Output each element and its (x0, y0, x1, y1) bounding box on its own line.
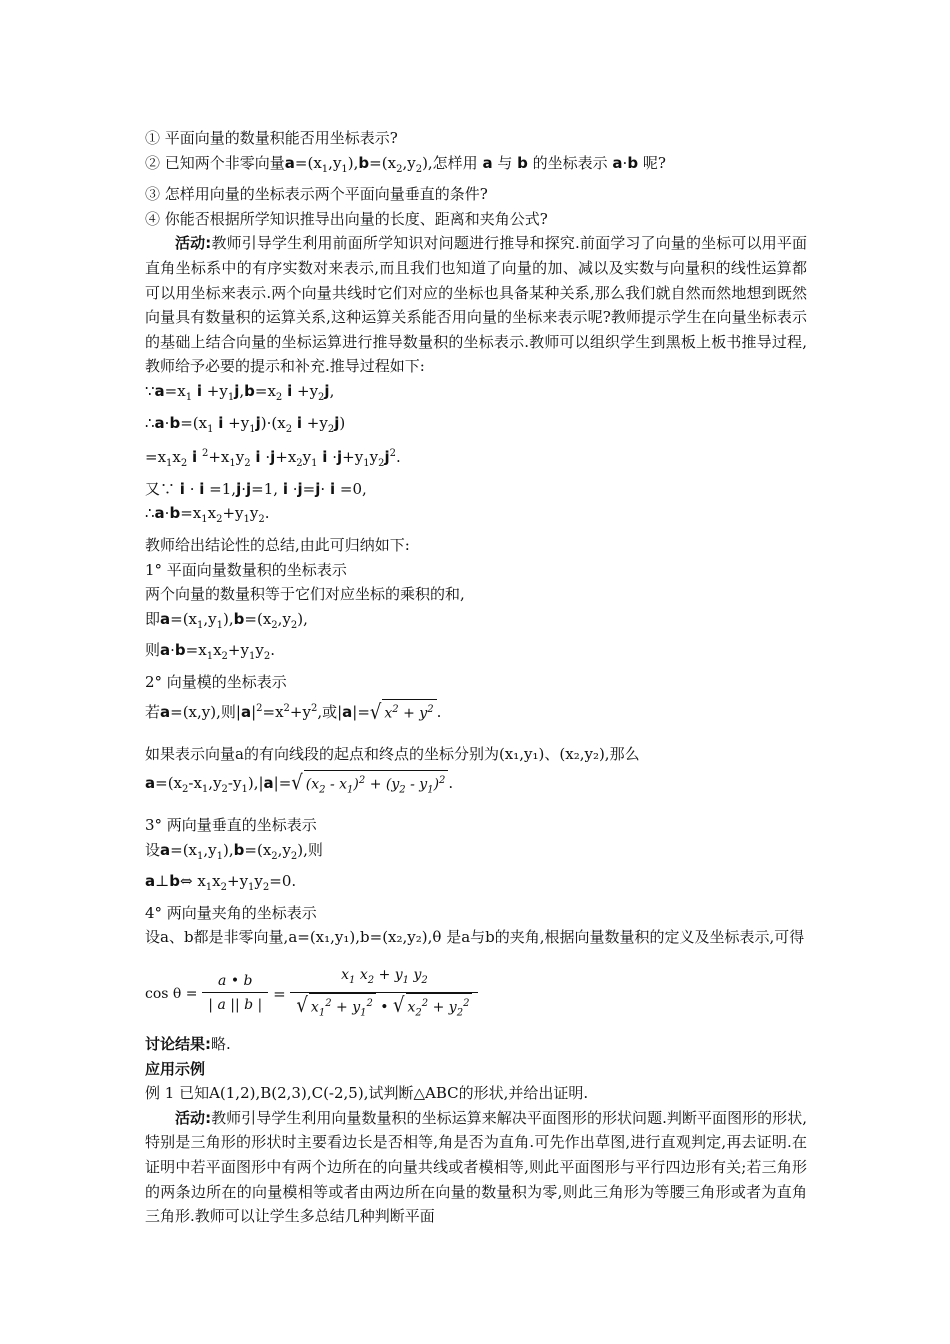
section-3-title: 3° 两向量垂直的坐标表示 (145, 816, 317, 835)
activity-paragraph-2: 活动:教师引导学生利用向量数量积的坐标运算来解决平面图形的形状问题.判断平面图形的形状,特别是三角形的形状时主要看边长是否相等,角是否为直角.可先作出草图,进行直观判定,再去证明.在证明中若平面图形中有两个边所在的向量共线或者模相等,则此平面图形与平行四边形有关;若三角形的两条边所在的向量模相等或者由两边所在向量的数量积为零,则此三角形为等腰三角形或者为直角三角形.教师可以让学生多总结几种判断平面 (145, 1108, 808, 1226)
derivation-line-5: $\therefore a\cdot b=x_1x_2+y_1y_2$. (145, 504, 270, 526)
section-3-line-2: a⊥b⇔ $x_1x_2+y_1y_2=0$. (145, 872, 297, 894)
derivation-line-1: $\because a=x_1$ $i +y_1j,b=x_2$ $i +y_2j$, (145, 381, 335, 403)
activity-paragraph-1: 活动:教师引导学生利用前面所学知识对问题进行推导和探究.前面学习了向量的坐标可以用平面直角坐标系中的有序实数对来表示,而且我们也知道了向量的加、减以及实数与向量积的线性运算都可以用坐标来表示.两个向量共线时它们对应的坐标也具备某种关系,那么我们就自然而然地想到既然向量具有数量积的运算关系,这种运算关系能否用向量的坐标来表示呢?教师提示学生在向量坐标表示的基础上结合向量的坐标运算进行推导数量积的坐标表示.教师可以组织学生到黑板上板书推导过程,教师给予必要的提示和补充.推导过程如下: (145, 234, 807, 376)
example-1: 例 1 已知A(1,2),B(2,3),C(-2,5),试判断△ABC的形状,并给出证明. (145, 1084, 589, 1103)
derivation-line-4: 又∵ i · i =1,j·j=1, i ·j=j· i =0, (145, 479, 367, 498)
application-heading: 应用示例 (145, 1059, 206, 1078)
question-1: ① 平面向量的数量积能否用坐标表示? (145, 129, 398, 147)
section-3-line-1: 设$a=(x_1,y_1),b=(x_2,y_2)$,则 (145, 840, 323, 862)
activity-label-2: 活动: (175, 1108, 212, 1127)
summary-intro: 教师给出结论性的总结,由此可归纳如下: (145, 535, 410, 554)
activity-label: 活动: (175, 234, 212, 253)
section-1-title: 1° 平面向量数量积的坐标表示 (145, 560, 347, 579)
question-4: ④ 你能否根据所学知识推导出向量的长度、距离和夹角公式? (145, 209, 548, 228)
document-page (145, 126, 807, 1229)
section-2-line-2: 如果表示向量a的有向线段的起点和终点的坐标分别为(x₁,y₁)、(x₂,y₂),那么 (145, 745, 640, 764)
question-3: ③ 怎样用向量的坐标表示两个平面向量垂直的条件? (145, 185, 488, 204)
section-2-title: 2° 向量模的坐标表示 (145, 672, 287, 691)
section-2-line-1: 若a=(x,y),则$|a|^2=x^2+y^2$,或|a|=√ $x^2 + y^2$ . (145, 700, 442, 725)
derivation-line-2: $\therefore a\cdot b=(x_1$ $i +y_1j)\cdot(x_2$ $i +y_2j$) (145, 413, 346, 435)
section-1-line-3: 则$a\cdot b=x_1x_2+y_1y_2$. (145, 641, 275, 663)
discussion-result: 讨论结果:略. (145, 1035, 231, 1054)
cos-formula: cos θ = $\frac{a • b}{| a || b |}$ = $\frac{x_1 x_2 + y_1 y_2}{√ x_1^2 + y_1^2 • √ x_2^2 + y_2^2}$ (145, 964, 807, 1020)
section-1-line-1: 两个向量的数量积等于它们对应坐标的乘积的和, (145, 585, 465, 604)
section-4-text: 设a、b都是非零向量,a=(x₁,y₁),b=(x₂,y₂),θ 是a与b的夹角,根据向量数量积的定义及坐标表示,可得 (145, 928, 805, 947)
section-4-title: 4° 两向量夹角的坐标表示 (145, 903, 317, 922)
question-2: ② 已知两个非零向量$a=(x_1,y_1),b=(x_2,y_2)$,怎样用 a 与 b 的坐标表示 a·b 呢? (145, 153, 666, 175)
section-2-line-3: $a=(x_2-x_1,y_2-y_1),|a|=√$ $(x_2 - x_1)^2 + (y_2 - y_1)^2$ . (145, 767, 807, 803)
derivation-line-3: $=x_1x_2$ i $^2+x_1y_2$ $i \cdot j+x_2y_1$ $i \cdot j+y_1y_2j^2$. (145, 448, 401, 470)
section-1-line-2: 即$a=(x_1,y_1),b=(x_2,y_2)$, (145, 609, 308, 631)
